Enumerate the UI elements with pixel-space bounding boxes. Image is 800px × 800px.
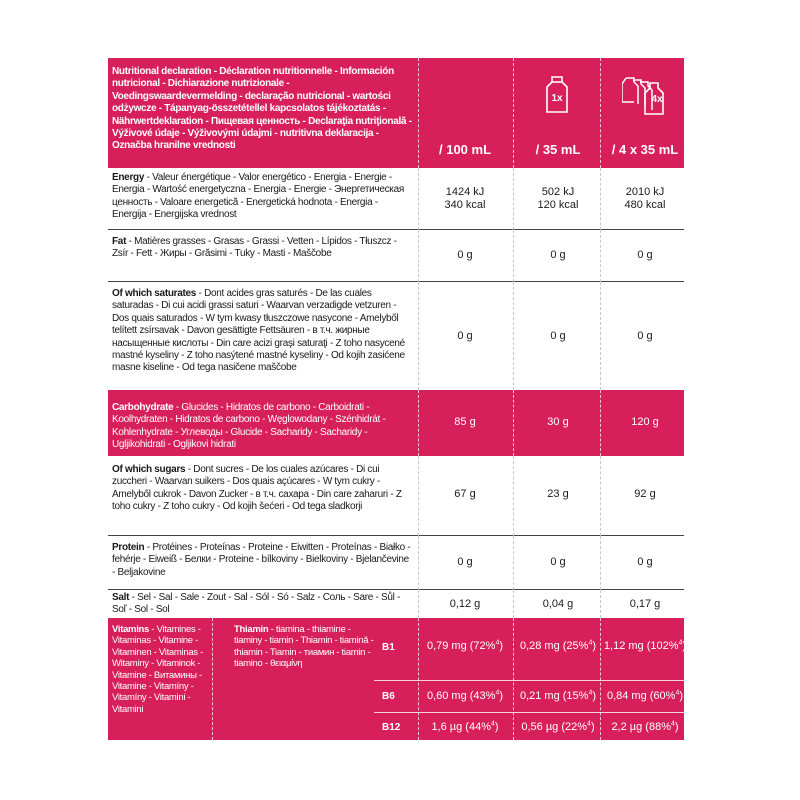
saturates-35ml: 0 g	[550, 330, 566, 342]
divider	[418, 58, 419, 168]
saturates-100ml: 0 g	[457, 330, 473, 342]
sugars-row	[108, 456, 684, 536]
carbohydrate-35ml: 30 g	[547, 416, 569, 428]
header-row	[108, 58, 684, 168]
salt-label: Salt - Sel - Sal - Sale - Zout - Sal - Sól - Só - Salz - Соль - Sare - Sůl - Soľ - Sol - Sol	[112, 592, 401, 616]
vitamin-b6-code: B6	[382, 691, 395, 702]
b1-35ml: 0,28 mg (25%$^4$)	[519, 639, 597, 652]
salt-4x35ml: 0,17 g	[629, 598, 661, 610]
carbohydrate-100ml: 85 g	[454, 416, 476, 428]
fat-100ml: 0 g	[457, 249, 473, 261]
divider	[374, 680, 684, 681]
salt-35ml: 0,04 g	[542, 598, 574, 610]
protein-100ml: 0 g	[457, 556, 473, 568]
col-per-100ml: / 100 mL	[438, 142, 492, 157]
b6-100ml: 0,60 mg (43%$^4$)	[426, 689, 504, 702]
vitamin-b1-code: B1	[382, 642, 395, 653]
fat-35ml: 0 g	[550, 249, 566, 261]
protein-label: Protein - Protéines - Proteínas - Proteine - Eiwitten - Proteínas - Białko - fehérje - Eiweiß - Белки - Proteine - bílkoviny - Bielkoviny - Bjelančevine - Beljakovine	[112, 542, 411, 578]
b12-4x35ml: 2,2 µg (88%$^4$)	[611, 720, 679, 733]
divider	[418, 536, 419, 590]
divider	[418, 230, 419, 282]
energy-label: Energy - Valeur énergétique - Valor energético - Energia - Energie - Energia - Wartość energetyczna - Energia - Energie - Энергетическая ценность - Valoare energetică - Energetická hodnota - Energia - Energija - Energijska vrednost	[112, 172, 404, 221]
sachet-count-label: 1x	[551, 93, 563, 104]
nutrition-table	[108, 58, 687, 740]
carbohydrate-row	[108, 390, 684, 456]
divider	[418, 168, 419, 230]
divider	[212, 618, 213, 740]
salt-100ml: 0,12 g	[449, 598, 481, 610]
protein-4x35ml: 0 g	[637, 556, 653, 568]
b12-35ml: 0,56 µg (22%$^4$)	[521, 720, 595, 733]
sugars-35ml: 23 g	[547, 488, 569, 500]
saturates-row	[108, 282, 684, 390]
b6-35ml: 0,21 mg (15%$^4$)	[519, 689, 597, 702]
b1-4x35ml: 1,12 mg (102%$^4$)	[603, 639, 687, 652]
b12-100ml: 1,6 µg (44%$^4$)	[431, 720, 499, 733]
divider	[418, 456, 419, 536]
sugars-label: Of which sugars - Dont sucres - De los cuales azúcares - Di cui zuccheri - Waarvan suikers - Dos quais açúcares - W tym cukry - Amelyből cukrok - Davon Zucker - в т.ч. сахара - Din care zaharuri - Z toho cukry - Z toho cukry - Od kojih šećeri - Od tega sladkorji	[112, 464, 402, 513]
vitamins-label: Vitamins - Vitamines - Vitaminas - Vitamine - Vitaminen - Vitaminas - Witaminy - Vitaminok - Vitamine - Витамины - Vitamine - Vitamíny - Vitamíny - Vitamini - Vitamini	[112, 624, 203, 715]
fat-label: Fat - Matières grasses - Grasas - Grassi - Vetten - Lípidos - Tłuszcz - Zsír - Fett - Жиры - Grăsimi - Tuky - Masti - Maščobe	[112, 236, 397, 260]
divider	[418, 282, 419, 390]
sugars-100ml: 67 g	[454, 488, 476, 500]
vitamin-b12-code: B12	[382, 722, 401, 733]
col-per-4x35ml: / 4 x 35 mL	[611, 142, 679, 157]
b1-100ml: 0,79 mg (72%$^4$)	[426, 639, 504, 652]
carbohydrate-4x35ml: 120 g	[631, 416, 659, 428]
thiamin-label: Thiamin - tiamina - thiamine - tiaminy - tiamin - Thiamin - tiamină - thiamin - Tiamin - тиамин - tiamin - tiamino - θειαμίνη	[234, 624, 374, 670]
energy-100ml: 1424 kJ 340 kcal	[444, 186, 486, 211]
divider	[374, 712, 684, 713]
b6-4x35ml: 0,84 mg (60%$^4$)	[606, 689, 684, 702]
divider	[418, 618, 419, 740]
vitamins-section	[108, 618, 687, 740]
sugars-4x35ml: 92 g	[634, 488, 656, 500]
divider	[418, 390, 419, 456]
carbohydrate-label: Carbohydrate - Glucides - Hidratos de carbono - Carboidrati - Koolhydraten - Hidratos de carbono - Węglowodany - Szénhidrát - Kohlenhydrate - Углеводы - Glucide - Sacharidy - Sacharidy - Ugljikohidrati - Ogljikovi hidrati	[112, 402, 386, 451]
fat-row	[108, 230, 684, 282]
energy-4x35ml: 2010 kJ 480 kcal	[624, 186, 666, 211]
protein-row	[108, 536, 684, 590]
salt-row	[108, 590, 684, 618]
saturates-4x35ml: 0 g	[637, 330, 653, 342]
energy-35ml: 502 kJ 120 kcal	[537, 186, 579, 211]
col-per-35ml: / 35 mL	[535, 142, 581, 157]
protein-35ml: 0 g	[550, 556, 566, 568]
divider	[418, 590, 419, 618]
fat-4x35ml: 0 g	[637, 249, 653, 261]
energy-row	[108, 168, 684, 230]
saturates-label: Of which saturates - Dont acides gras saturés - De las cuales saturadas - Di cui acidi grassi saturi - Waarvan verzadigde vetzuren - Dos quais saturados - W tym kwasy tłuszczowe nasycone - Amelyből telített zsírsavak - Davon gesättigte Fettsäuren - в т.ч. жирные насыщенные кислоты - Din care acizi graşi saturaţi - Z toho nasycené mastné kyseliny - Z toho nasýtené mastné kyseliny - Od kojih zasićene masne kiseline - Od tega nasičene maščobe	[112, 288, 405, 374]
sachets-pack-count-label: 4x	[651, 94, 663, 105]
header-label: Nutritional declaration - Déclaration nutritionnelle - Información nutricional - Dichiarazione nutrizionale - Voedingswaardevermelding - declaração nutricional - wartości odżywcze - Tápanyag-összetétellel kapcsolatos tájékoztatás - Nährwertdeklaration - Пищевая ценность - Declaraţia nutriţională - Výživové údaje - Výživovými údajmi - nutritivna deklaracija - Označba hranilne vrednosti	[112, 66, 412, 152]
